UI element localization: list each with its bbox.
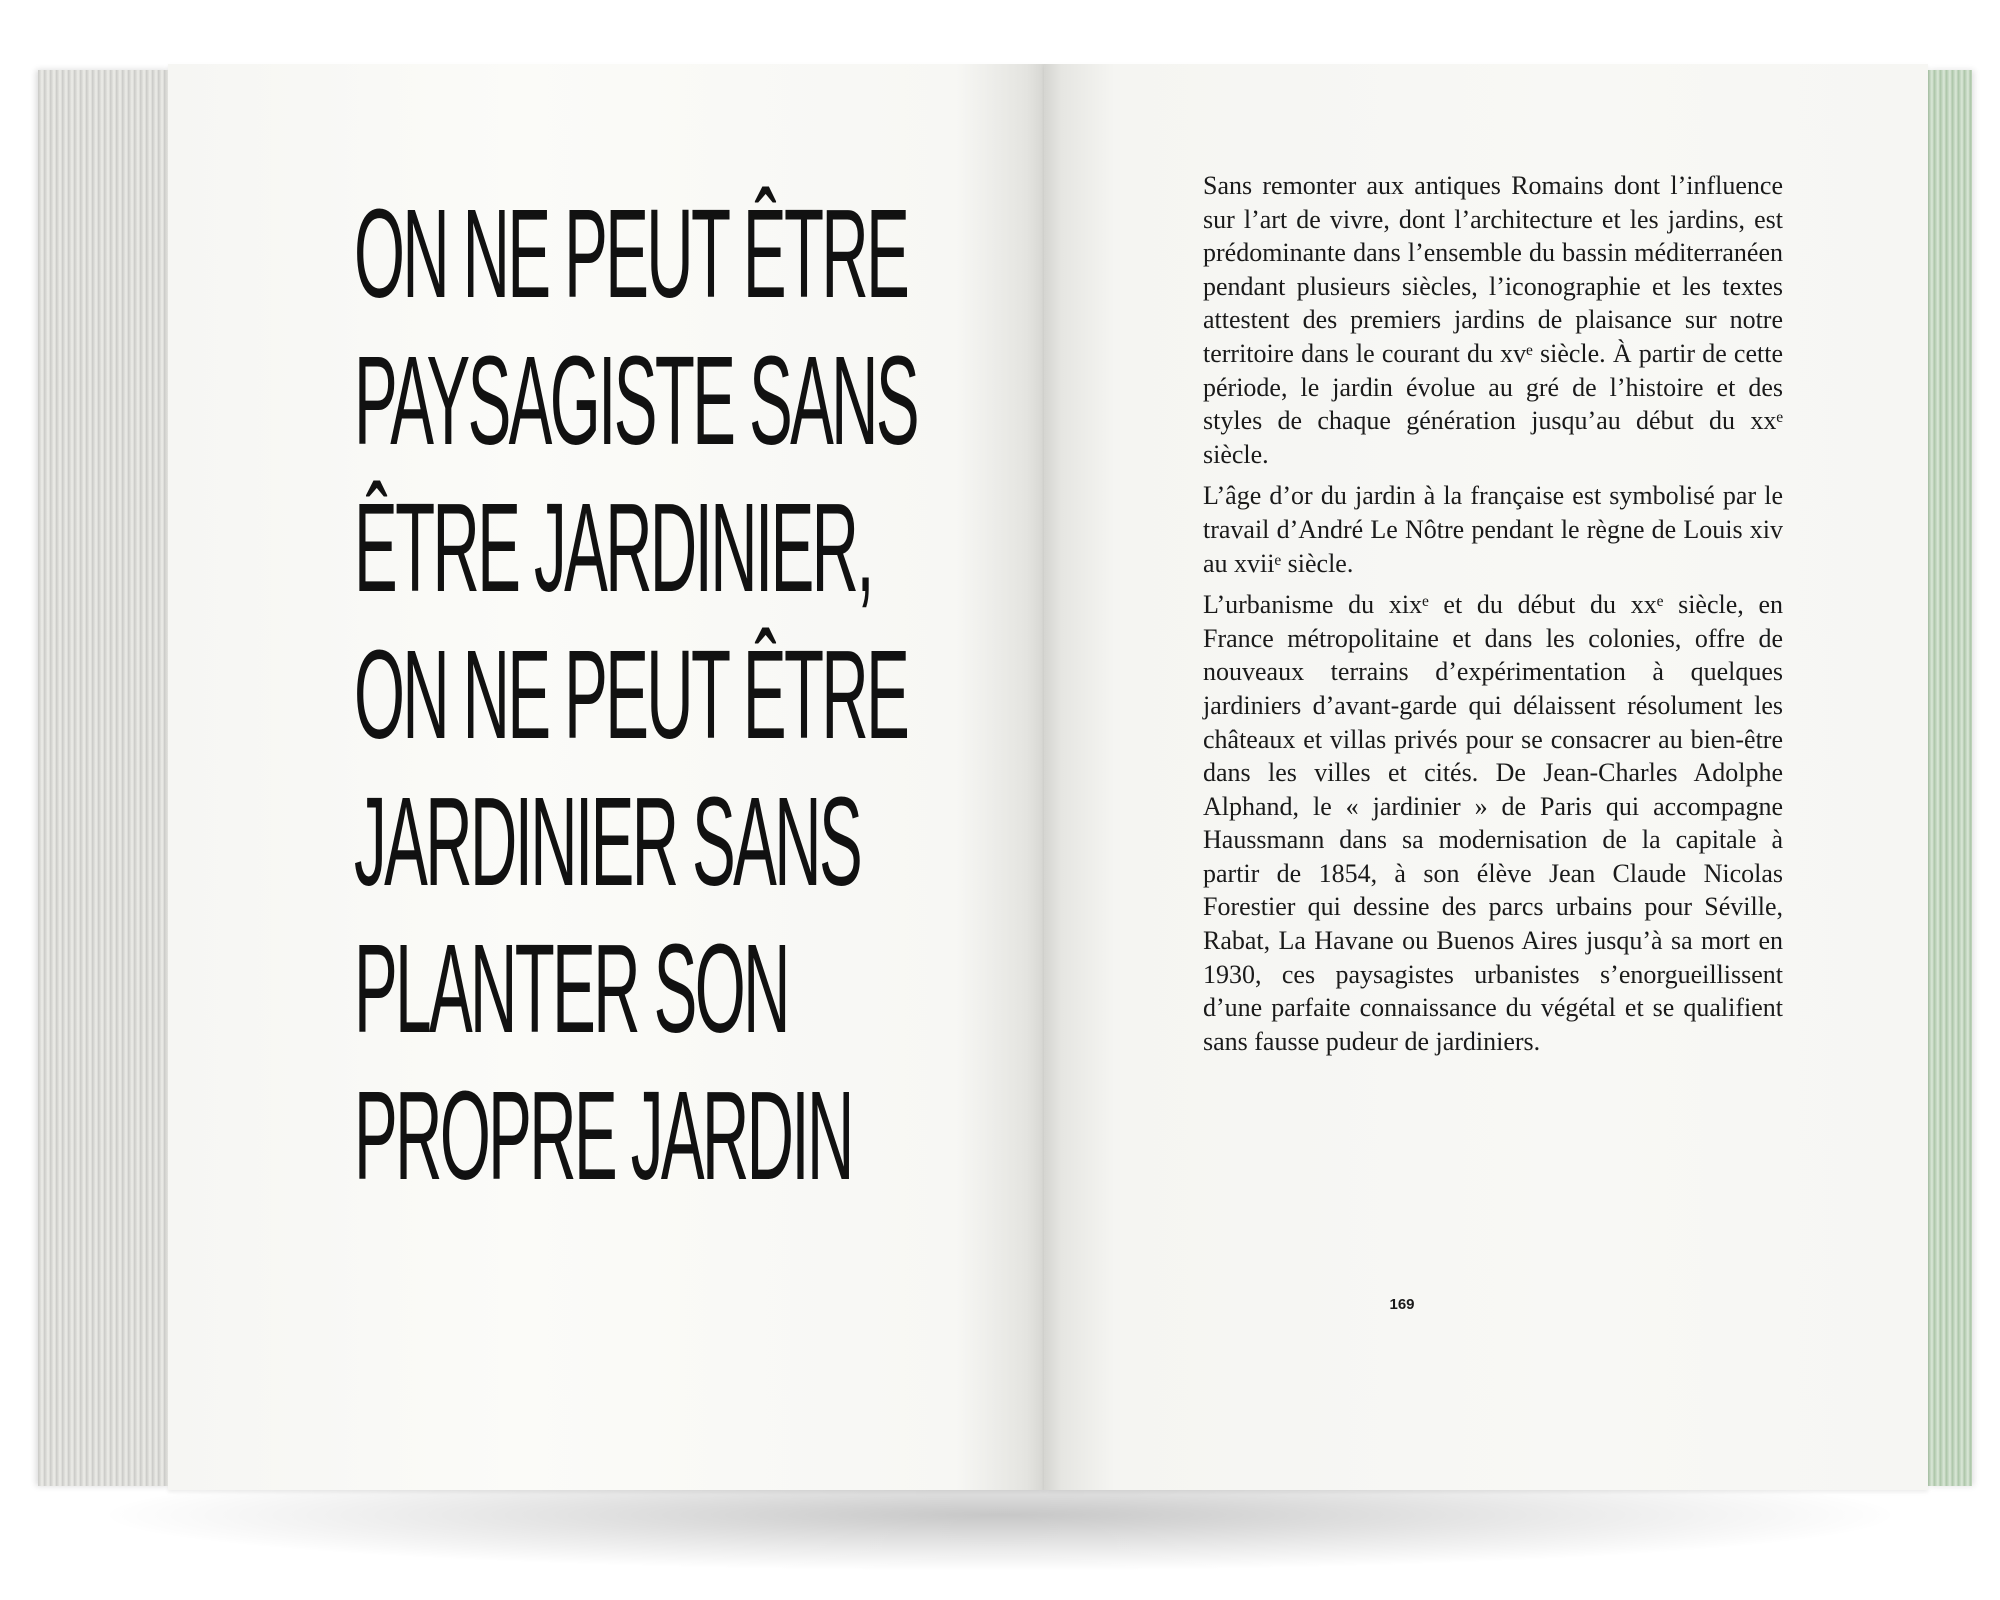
paragraph: L’âge d’or du jardin à la française est symbolisé par le travail d’André Le Nôtre pendant le règne de Louis xiv au xviiᵉ siècle.: [1203, 481, 1783, 578]
quote-line: PAYSAGISTE SANS: [354, 330, 917, 471]
page-edges-right: [1928, 70, 1972, 1486]
paragraph: Sans remonter aux antiques Romains dont l’influence sur l’art de vivre, dont l’architecture et les jardins, est prédominante dans l’ensemble du bassin méditerranéen pendant plusieurs siècles, l’iconographie et les textes attestent des premiers jardins de plaisance sur notre territoire dans le courant du xvᵉ siècle. À partir de cette période, le jardin évolue au gré de l’histoire et des styles de chaque génération jusqu’au début du xxᵉ siècle.: [1203, 171, 1783, 469]
pull-quote: [354, 180, 917, 1209]
right-page: [1044, 64, 1928, 1490]
page-edges-left: [38, 70, 170, 1486]
paragraph: L’urbanisme du xixᵉ et du début du xxᵉ siècle, en France métropolitaine et dans les colonies, offre de nouveaux terrains d’expérimentation à quelques jardiniers d’avant-garde qui délaissent résolument les châteaux et villas privés pour se consacrer au bien-être dans les villes et cités. De Jean-Charles Adolphe Alphand, le « jardinier » de Paris qui accompagne Haussmann dans sa modernisation de la capitale à partir de 1854, à son élève Jean Claude Nicolas Forestier qui dessine des parcs urbains pour Séville, Rabat, La Havane ou Buenos Aires jusqu’à sa mort en 1930, ces paysagistes urbanistes s’enorgueillissent d’une parfaite connaissance du végétal et se qualifient sans fausse pudeur de jardiniers.: [1203, 590, 1783, 1056]
quote-line: PROPRE JARDIN: [354, 1065, 852, 1206]
quote-line: ON NE PEUT ÊTRE: [354, 183, 908, 324]
left-page: [168, 64, 1044, 1490]
quote-line: ON NE PEUT ÊTRE: [354, 624, 908, 765]
body-text: [1203, 169, 1783, 1066]
quote-line: PLANTER SON: [354, 918, 788, 1059]
quote-line: JARDINIER SANS: [354, 771, 861, 912]
quote-line: ÊTRE JARDINIER,: [354, 477, 872, 618]
open-book: [38, 64, 1972, 1490]
page-number: 169: [1389, 1296, 1415, 1313]
